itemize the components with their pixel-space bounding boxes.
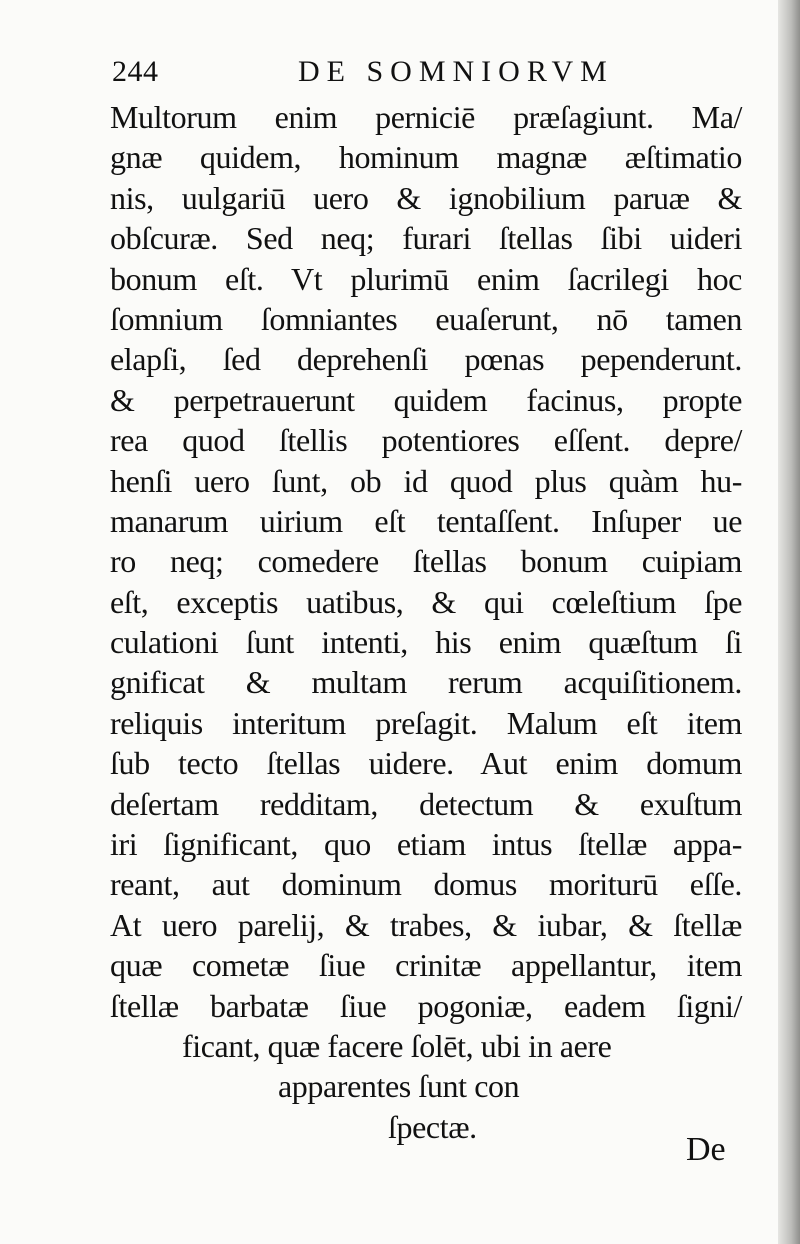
text-line: ſomnium ſomniantes euaſerunt, nō tamen bbox=[110, 300, 742, 337]
text-line: gnificat & multam rerum acquiſitionem. bbox=[110, 664, 742, 701]
page-edge-shadow bbox=[778, 0, 800, 1244]
running-head: DE SOMNIORVM bbox=[298, 55, 614, 88]
text-line: gnæ quidem, hominum magnæ æſtimatio bbox=[110, 139, 742, 176]
text-line: culationi ſunt intenti, his enim quæſtum ſi bbox=[110, 624, 742, 661]
text-line: manarum uirium eſt tentaſſent. Inſuper ue bbox=[110, 502, 742, 539]
text-line: ſtellæ barbatæ ſiue pogoniæ, eadem ſigni/ bbox=[110, 987, 742, 1024]
text-line: ficant, quæ facere ſolēt, ubi in aere bbox=[182, 1027, 612, 1064]
text-line: rea quod ſtellis potentiores eſſent. depre/ bbox=[110, 422, 742, 459]
text-line: elapſi, ſed deprehenſi pœnas pependerunt. bbox=[110, 341, 742, 378]
text-line: henſi uero ſunt, ob id quod plus quàm hu- bbox=[110, 462, 742, 499]
text-line: ro neq; comedere ſtellas bonum cuipiam bbox=[110, 543, 742, 580]
page-number: 244 bbox=[112, 55, 159, 88]
text-line: ſpectæ. bbox=[388, 1108, 477, 1145]
text-line: reant, aut dominum domus moriturū eſſe. bbox=[110, 866, 742, 903]
text-line: nis, uulgariū uero & ignobilium paruæ & bbox=[110, 179, 742, 216]
text-line: reliquis interitum preſagit. Malum eſt item bbox=[110, 704, 742, 741]
text-line: ſub tecto ſtellas uidere. Aut enim domum bbox=[110, 745, 742, 782]
text-line: Multorum enim perniciē præſagiunt. Ma/ bbox=[110, 99, 742, 135]
text-line: obſcuræ. Sed neq; furari ſtellas ſibi uideri bbox=[110, 220, 742, 257]
text-line: & perpetrauerunt quidem facinus, propte bbox=[110, 381, 742, 418]
catchword: De bbox=[686, 1131, 726, 1168]
text-line: bonum eſt. Vt plurimū enim ſacrilegi hoc bbox=[110, 260, 742, 297]
text-line: iri ſignificant, quo etiam intus ſtellæ appa- bbox=[110, 826, 742, 863]
body-text bbox=[110, 97, 742, 1147]
text-line: At uero parelij, & trabes, & iubar, & ſtellæ bbox=[110, 906, 742, 943]
text-line: quæ cometæ ſiue crinitæ appellantur, item bbox=[110, 947, 742, 984]
text-line: apparentes ſunt con bbox=[278, 1068, 520, 1105]
page-header bbox=[112, 52, 672, 92]
text-line: deſertam redditam, detectum & exuſtum bbox=[110, 785, 742, 822]
text-line: eſt, exceptis uatibus, & qui cœleſtium ſpe bbox=[110, 583, 742, 620]
